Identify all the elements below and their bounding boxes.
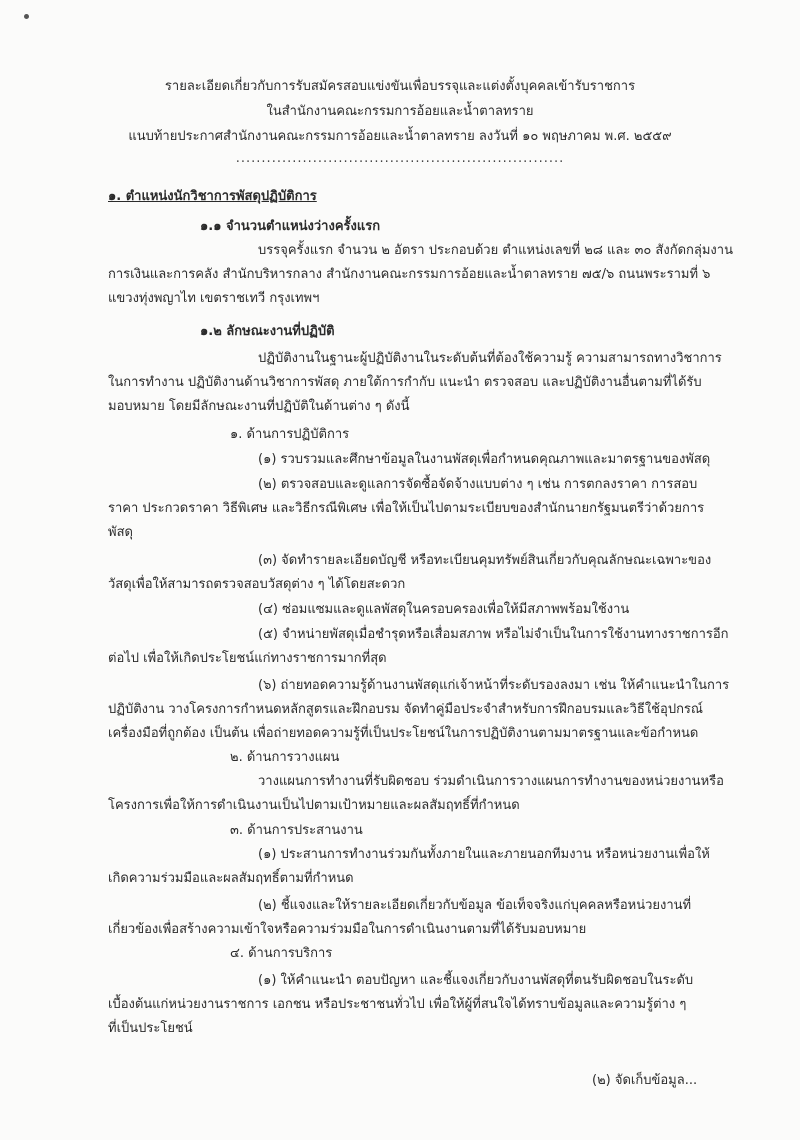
section-1-2-intro-line: ในการทำงาน ปฏิบัติงานด้านวิชาการพัสดุ ภายใต้การกำกับ แนะนำ ตรวจสอบ และปฏิบัติงานอื่นตามที่ได้รับ xyxy=(108,375,702,390)
duty-2-line: โครงการเพื่อให้การดำเนินงานเป็นไปตามเป้าหมายและผลสัมฤทธิ์ที่กำหนด xyxy=(108,798,520,813)
duty-4-item-1-line: (๑) ให้คำแนะนำ ตอบปัญหา และชี้แจงเกี่ยวกับงานพัสดุที่ตนรับผิดชอบในระดับ xyxy=(258,973,694,988)
duty-4-heading: ๔. ด้านการบริการ xyxy=(230,946,333,961)
duty-4-item-1-line: ที่เป็นประโยชน์ xyxy=(108,1021,193,1036)
duty-1-item-2-line: ราคา ประกวดราคา วิธีพิเศษ และวิธีกรณีพิเศษ เพื่อให้เป็นไปตามระเบียบของสำนักนายกรัฐมนตรีว่าด้วยการ xyxy=(108,501,705,516)
duty-1-item-2-line: (๒) ตรวจสอบและดูแลการจัดซื้อจัดจ้างแบบต่าง ๆ เช่น การตกลงราคา การสอบ xyxy=(258,477,698,492)
duty-1-item-5-line: (๕) จำหน่ายพัสดุเมื่อชำรุดหรือเสื่อมสภาพ หรือไม่จำเป็นในการใช้งานทางราชการอีก xyxy=(258,627,729,642)
section-1-1-line: การเงินและการคลัง สำนักบริหารกลาง สำนักงานคณะกรรมการอ้อยและน้ำตาลทราย ๗๕/๖ ถนนพระรามที่ ๖ xyxy=(108,267,711,282)
duty-1-item-6-line: (๖) ถ่ายทอดความรู้ด้านงานพัสดุแก่เจ้าหน้าที่ระดับรองลงมา เช่น ให้คำแนะนำในการ xyxy=(258,678,730,693)
duty-1-item-3-line: วัสดุเพื่อให้สามารถตรวจสอบวัสดุต่าง ๆ ได้โดยสะดวก xyxy=(108,577,406,592)
doc-title-line1: รายละเอียดเกี่ยวกับการรับสมัครสอบแข่งขันเพื่อบรรจุและแต่งตั้งบุคคลเข้ารับราชการ xyxy=(164,79,636,94)
section-1-heading: ๑. ตำแหน่งนักวิชาการพัสดุปฏิบัติการ xyxy=(108,189,317,204)
duty-3-item-2-line: เกี่ยวข้องเพื่อสร้างความเข้าใจหรือความร่วมมือในการดำเนินงานตามที่ได้รับมอบหมาย xyxy=(108,922,587,937)
duty-1-item-2-line: พัสดุ xyxy=(108,525,133,540)
duty-1-item-4: (๔) ซ่อมแซมและดูแลพัสดุในครอบครองเพื่อให้มีสภาพพร้อมใช้งาน xyxy=(258,602,630,617)
section-1-1-line: แขวงทุ่งพญาไท เขตราชเทวี กรุงเทพฯ xyxy=(108,291,320,306)
duty-2-heading: ๒. ด้านการวางแผน xyxy=(230,750,340,765)
duty-1-item-6-line: เครื่องมือที่ถูกต้อง เป็นต้น เพื่อถ่ายทอดความรู้ที่เป็นประโยชน์ในการปฏิบัติงานตามมาตรฐานและข้อกำหนด xyxy=(108,726,699,741)
continuation-note: (๒) จัดเก็บข้อมูล... xyxy=(592,1073,698,1088)
duty-3-heading: ๓. ด้านการประสานงาน xyxy=(230,823,363,838)
duty-3-item-2-line: (๒) ชี้แจงและให้รายละเอียดเกี่ยวกับข้อมูล ข้อเท็จจริงแก่บุคคลหรือหน่วยงานที่ xyxy=(258,898,692,913)
section-1-1-heading: ๑.๑ จำนวนตำแหน่งว่างครั้งแรก xyxy=(200,219,381,234)
section-1-1-line: บรรจุครั้งแรก จำนวน ๒ อัตรา ประกอบด้วย ตำแหน่งเลขที่ ๒๘ และ ๓๐ สังกัดกลุ่มงาน xyxy=(258,243,733,258)
duty-3-item-1-line: (๑) ประสานการทำงานร่วมกันทั้งภายในและภายนอกทีมงาน หรือหน่วยงานเพื่อให้ xyxy=(258,847,710,862)
section-1-2-heading: ๑.๒ ลักษณะงานที่ปฏิบัติ xyxy=(200,324,335,339)
title-separator: ................................................................ xyxy=(235,151,565,166)
duty-2-line: วางแผนการทำงานที่รับผิดชอบ ร่วมดำเนินการวางแผนการทำงานของหน่วยงานหรือ xyxy=(258,774,724,789)
duty-3-item-1-line: เกิดความร่วมมือและผลสัมฤทธิ์ตามที่กำหนด xyxy=(108,871,354,886)
duty-1-item-1: (๑) รวบรวมและศึกษาข้อมูลในงานพัสดุเพื่อกำหนดคุณภาพและมาตรฐานของพัสดุ xyxy=(258,452,711,467)
duty-1-item-6-line: ปฏิบัติงาน วางโครงการกำหนดหลักสูตรและฝึกอบรม จัดทำคู่มือประจำสำหรับการฝึกอบรมและวิธีใช้อุปกรณ์ xyxy=(108,702,703,717)
doc-title-line3: แนบท้ายประกาศสำนักงานคณะกรรมการอ้อยและน้ำตาลทราย ลงวันที่ ๑๐ พฤษภาคม พ.ศ. ๒๕๕๙ xyxy=(128,129,672,144)
duty-4-item-1-line: เบื้องต้นแก่หน่วยงานราชการ เอกชน หรือประชาชนทั่วไป เพื่อให้ผู้ที่สนใจได้ทราบข้อมูลและความรู้ต่าง ๆ xyxy=(108,997,687,1012)
section-1-2-intro-line: ปฏิบัติงานในฐานะผู้ปฏิบัติงานในระดับต้นที่ต้องใช้ความรู้ ความสามารถทางวิชาการ xyxy=(258,351,722,366)
duty-1-item-5-line: ต่อไป เพื่อให้เกิดประโยชน์แก่ทางราชการมากที่สุด xyxy=(108,651,387,666)
section-1-2-intro-line: มอบหมาย โดยมีลักษณะงานที่ปฏิบัติในด้านต่าง ๆ ดังนี้ xyxy=(108,399,410,414)
duty-1-item-3-line: (๓) จัดทำรายละเอียดบัญชี หรือทะเบียนคุมทรัพย์สินเกี่ยวกับคุณลักษณะเฉพาะของ xyxy=(258,553,712,568)
doc-title-line2: ในสำนักงานคณะกรรมการอ้อยและน้ำตาลทราย xyxy=(266,104,534,119)
duty-1-heading: ๑. ด้านการปฏิบัติการ xyxy=(230,427,350,442)
scan-mark xyxy=(24,14,29,19)
